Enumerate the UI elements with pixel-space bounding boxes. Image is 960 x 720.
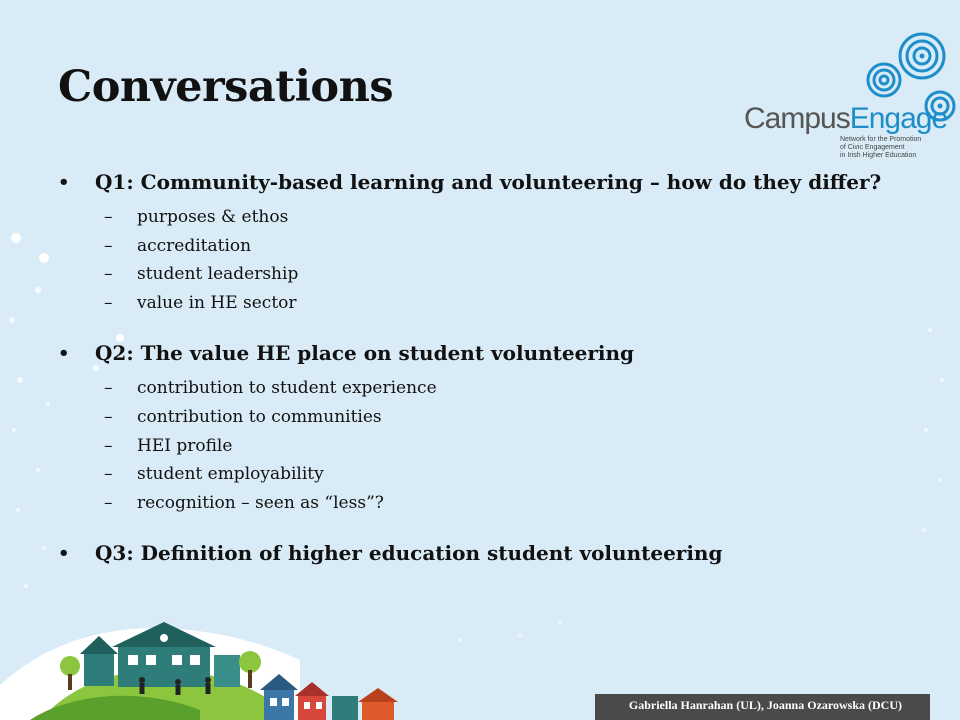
dash-icon: –: [104, 292, 113, 313]
question-item: [58, 543, 898, 564]
question-text: Q2: The value HE place on student volunteering: [95, 341, 635, 366]
sub-list: [58, 374, 898, 517]
logo-tagline-line: Network for the Promotion: [840, 136, 922, 143]
footer-credit: Gabriella Hanrahan (UL), Joanna Ozarowska (DCU): [628, 698, 902, 712]
sub-item: [104, 374, 898, 403]
sub-item-text: accreditation: [137, 235, 252, 256]
bullet-icon: •: [58, 343, 70, 365]
dash-icon: –: [104, 235, 113, 256]
question-text: Q3: Definition of higher education student volunteering: [95, 541, 723, 566]
logo-tagline-line: in Irish Higher Education: [840, 152, 917, 159]
sub-item-text: contribution to communities: [137, 406, 382, 427]
sub-item-text: student employability: [137, 464, 324, 485]
sub-item: [104, 232, 898, 261]
sub-item: [104, 460, 898, 489]
dash-icon: –: [104, 464, 113, 485]
bullet-list: [58, 172, 898, 564]
bullet-icon: •: [58, 172, 70, 193]
logo-word-campus: Campus: [744, 102, 850, 135]
dash-icon: –: [104, 492, 113, 513]
sub-item: [104, 403, 898, 432]
sub-list: [58, 203, 898, 317]
sub-item-text: value in HE sector: [137, 292, 297, 313]
logo-tagline-line: of Civic Engagement: [840, 144, 905, 151]
question-text: Q1: Community-based learning and volunteering – how do they differ?: [95, 170, 882, 194]
logo-wordmark: [744, 102, 947, 136]
sub-item-text: HEI profile: [137, 435, 233, 456]
question-item: [58, 343, 898, 364]
sub-item: [104, 203, 898, 232]
sub-item: [104, 489, 898, 518]
sub-item: [104, 289, 898, 318]
sub-item-text: purposes & ethos: [137, 207, 289, 227]
sub-item-text: contribution to student experience: [137, 378, 437, 399]
logo-tagline: [840, 136, 956, 160]
dash-icon: –: [104, 406, 113, 427]
question-item: [58, 172, 898, 193]
dash-icon: –: [104, 378, 113, 399]
slide-title: Conversations: [58, 62, 394, 112]
sub-item-text: student leadership: [137, 264, 299, 285]
sub-item: [104, 260, 898, 289]
dash-icon: –: [104, 264, 113, 285]
dash-icon: –: [104, 435, 113, 456]
campus-engage-logo: [740, 30, 956, 160]
sub-item-text: recognition – seen as “less”?: [137, 492, 384, 513]
dash-icon: –: [104, 207, 113, 227]
logo-word-engage: Engage: [849, 102, 948, 135]
bullet-icon: •: [58, 543, 70, 565]
sub-item: [104, 432, 898, 461]
town-illustration: [0, 600, 420, 720]
